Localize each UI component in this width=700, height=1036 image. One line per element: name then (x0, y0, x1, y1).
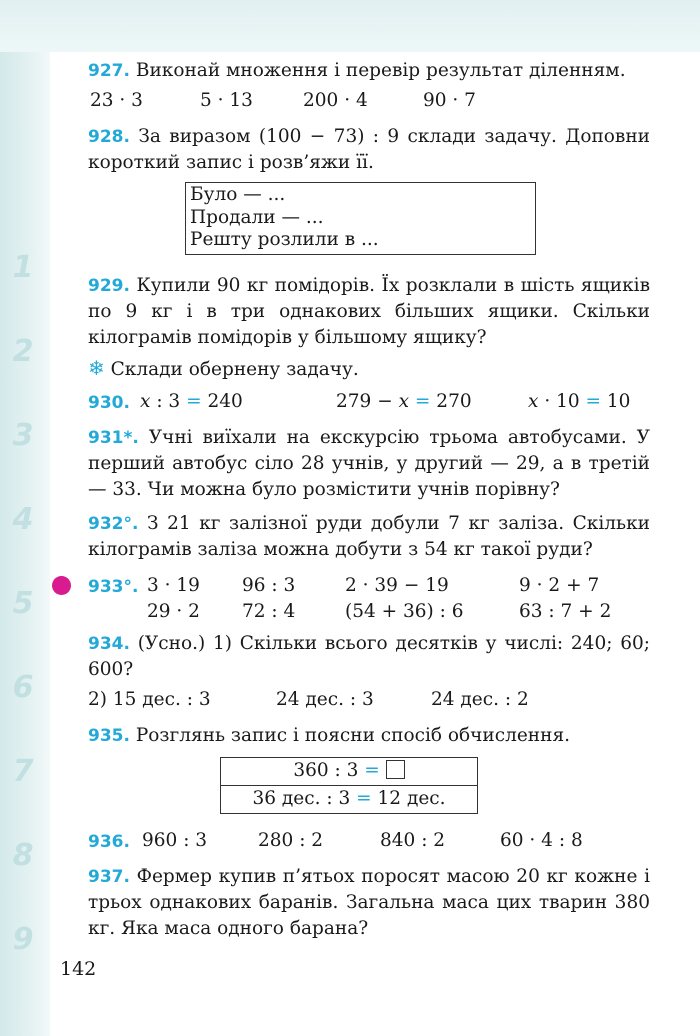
side-number: 8 (12, 838, 34, 873)
task-928 (88, 124, 650, 176)
expression: (54 + 36) : 6 (345, 600, 464, 622)
short-record-box (185, 182, 536, 255)
task-text: Фермер купив п’ятьох поросят масою 20 кг кожне і трьох однакових баранів. Загальна маса цих тварин 380 кг. Яка маса одного барана? (88, 865, 650, 939)
task-number: 934. (88, 633, 130, 654)
equation: x : 3 = 240 (140, 390, 243, 412)
expression: 72 : 4 (242, 600, 296, 622)
calc-cell: 36 дес. : 3 = 12 дес. (221, 785, 478, 813)
expression: 3 · 19 (147, 574, 200, 596)
expression: 2 · 39 − 19 (345, 574, 449, 596)
extra-text: Склади обернену задачу. (110, 358, 359, 380)
top-band (0, 0, 700, 52)
expression: 2) 15 дес. : 3 (88, 688, 211, 710)
task-number: 931*. (88, 427, 139, 448)
expression: 29 · 2 (147, 600, 200, 622)
task-929-extra (88, 355, 650, 381)
equation: x · 10 = 10 (528, 390, 631, 412)
task-931 (88, 425, 650, 503)
task-text: Купили 90 кг помідорів. Їх розклали в шість ящиків по 9 кг і в три однакових більших ящики. Скільки кілограмів помідорів у більшому ящику? (88, 274, 650, 348)
task-text: (Усно.) 1) Скільки всього десятків у числі: 240; 60; 600? (88, 632, 650, 680)
task-934 (88, 631, 650, 683)
expression-row (60, 88, 650, 114)
box-line: Решту розлили в ... (190, 229, 379, 250)
expression-row (60, 573, 650, 599)
snowflake-icon: ❄ (88, 355, 105, 380)
task-933 (60, 573, 650, 625)
expression: 200 · 4 (303, 90, 368, 111)
box-line: Продали — ... (190, 206, 324, 228)
side-number: 9 (12, 922, 34, 957)
side-number: 1 (12, 250, 34, 285)
task-text: Виконай множення і перевір результат діленням. (135, 60, 626, 81)
task-number: 935. (88, 725, 130, 746)
task-number: 932°. (88, 513, 139, 534)
task-936 (88, 828, 650, 854)
box-line: Було — ... (190, 184, 286, 205)
expression-row (88, 687, 650, 713)
task-number: 929. (88, 275, 130, 296)
task-number: 936. (88, 831, 130, 852)
task-935 (88, 723, 650, 749)
expression: 96 : 3 (242, 574, 296, 596)
expression-row (60, 599, 650, 625)
side-number: 2 (12, 334, 34, 369)
expression: 24 дес. : 2 (431, 688, 529, 710)
expression: 5 · 13 (200, 90, 253, 111)
task-number: 930. (88, 392, 130, 413)
calc-cell: 360 : 3 = (221, 757, 478, 785)
expression: 960 : 3 (142, 829, 208, 851)
task-text: З 21 кг залізної руди добули 7 кг заліза. Скільки кілограмів заліза можна добути з 54 кг такої руди? (88, 512, 650, 560)
expression: 63 : 7 + 2 (519, 600, 612, 622)
empty-box-icon (386, 760, 405, 779)
task-number: 937. (88, 866, 130, 887)
task-text: За виразом (100 − 73) : 9 склади задачу. Доповни короткий запис і розв’яжи її. (88, 126, 650, 173)
page-number: 142 (60, 958, 97, 980)
side-number: 6 (12, 670, 34, 705)
side-band (0, 52, 50, 1036)
task-number: 928. (88, 127, 130, 147)
task-number: 927. (88, 61, 130, 81)
expression: 840 : 2 (380, 829, 446, 851)
page-content (60, 58, 650, 950)
side-number: 5 (12, 586, 34, 621)
task-927 (88, 58, 650, 84)
side-number: 4 (12, 502, 34, 537)
expression: 280 : 2 (258, 829, 324, 851)
task-text: Розглянь запис і поясни спосіб обчислення. (135, 724, 571, 746)
task-929 (88, 273, 650, 351)
task-text: Учні виїхали на екскурсію трьома автобусами. У перший автобус сіло 28 учнів, у другий — 29, а в третій — 33. Чи можна було розмістити учнів порівну? (88, 426, 650, 500)
task-number: 933°. (88, 576, 139, 597)
expression: 60 · 4 : 8 (500, 829, 583, 851)
equation: 279 − x = 270 (336, 390, 472, 412)
side-number: 3 (12, 418, 34, 453)
expression: 23 · 3 (90, 90, 143, 111)
expression: 90 · 7 (423, 90, 476, 111)
expression: 24 дес. : 3 (276, 688, 374, 710)
expression: 9 · 2 + 7 (519, 574, 600, 596)
task-930 (88, 389, 650, 415)
task-932 (88, 511, 650, 563)
task-937 (88, 864, 650, 942)
calculation-table (220, 757, 478, 814)
side-number: 7 (12, 754, 34, 789)
